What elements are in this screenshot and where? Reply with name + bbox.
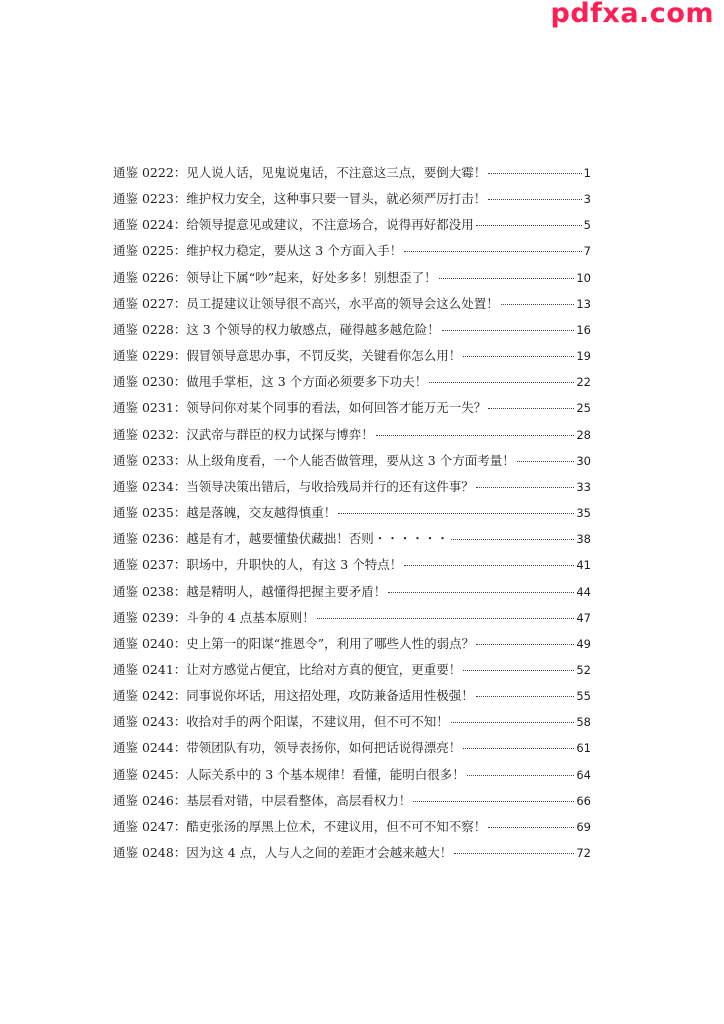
toc-entry-code: 通鉴 0228： — [113, 321, 187, 337]
toc-entry-title: 让对方感觉占便宜，比给对方真的便宜，更重要！ — [186, 661, 462, 677]
toc-entry-title: 基层看对错，中层看整体，高层看权力！ — [186, 792, 412, 808]
toc-entry-code: 通鉴 0233： — [113, 452, 187, 468]
toc-dot-leader — [439, 278, 575, 279]
toc-dot-leader — [501, 304, 575, 305]
toc-dot-leader — [476, 696, 575, 697]
toc-dot-leader — [451, 539, 575, 540]
toc-entry-title: 做甩手掌柜，这 3 个方面必须要多下功夫！ — [186, 374, 428, 390]
toc-entry-title: 收拾对手的两个阳谋，不建议用，但不可不知！ — [186, 714, 449, 730]
toc-dot-leader — [463, 670, 574, 671]
toc-entry-page-number: 72 — [576, 846, 591, 861]
toc-entry-page-number: 3 — [583, 192, 591, 207]
toc-entry-title: 因为这 4 点，人与人之间的差距才会越来越大！ — [186, 845, 453, 861]
toc-dot-leader — [517, 461, 575, 462]
toc-entry[interactable] — [113, 605, 591, 631]
toc-entry[interactable] — [113, 238, 591, 264]
toc-entry-title: 越是精明人，越懂得把握主要矛盾！ — [186, 583, 387, 599]
toc-entry-title: 汉武帝与群臣的权力试探与博弈！ — [186, 426, 374, 442]
toc-entry[interactable] — [113, 186, 591, 212]
toc-dot-leader — [488, 827, 574, 828]
toc-entry-page-number: 28 — [576, 427, 591, 442]
toc-entry[interactable] — [113, 448, 591, 474]
toc-entry-page-number: 61 — [576, 741, 591, 756]
toc-entry-page-number: 30 — [576, 453, 591, 468]
toc-entry-code: 通鉴 0231： — [113, 400, 187, 416]
toc-entry-code: 通鉴 0235： — [113, 505, 187, 521]
toc-entry[interactable] — [113, 814, 591, 840]
toc-entry[interactable] — [113, 579, 591, 605]
toc-entry-page-number: 19 — [576, 349, 591, 364]
toc-entry-code: 通鉴 0241： — [113, 661, 187, 677]
toc-entry-title: 越是落魄，交友越得慎重！ — [186, 505, 337, 521]
toc-entry-code: 通鉴 0242： — [113, 688, 187, 704]
toc-entry[interactable] — [113, 552, 591, 578]
toc-entry-page-number: 22 — [576, 375, 591, 390]
toc-entry-code: 通鉴 0232： — [113, 426, 187, 442]
toc-entry[interactable] — [113, 840, 591, 866]
toc-entry-code: 通鉴 0245： — [113, 766, 187, 782]
toc-entry-page-number: 13 — [576, 296, 591, 311]
toc-dot-leader — [476, 225, 582, 226]
toc-entry[interactable] — [113, 422, 591, 448]
toc-entry-page-number: 5 — [583, 218, 591, 233]
toc-entry[interactable] — [113, 317, 591, 343]
toc-entry-title: 从上级角度看，一个人能否做管理，要从这 3 个方面考量！ — [186, 452, 515, 468]
toc-entry[interactable] — [113, 160, 591, 186]
toc-entry-title: 当领导决策出错后，与收拾残局并行的还有这件事？ — [186, 478, 474, 494]
toc-entry-title: 维护权力稳定，要从这 3 个方面入手！ — [186, 243, 403, 259]
toc-dot-leader — [388, 592, 574, 593]
toc-entry-page-number: 52 — [576, 662, 591, 677]
toc-dot-leader — [488, 173, 581, 174]
toc-entry-code: 通鉴 0248： — [113, 845, 187, 861]
toc-dot-leader — [376, 435, 575, 436]
toc-entry-page-number: 58 — [576, 715, 591, 730]
toc-entry-title: 越是有才，越要懂蛰伏藏拙！否则・・・・・・ — [186, 531, 449, 547]
toc-entry-title: 酷吏张汤的厚黑上位术，不建议用，但不可不知不察！ — [186, 818, 487, 834]
toc-entry-page-number: 16 — [576, 322, 591, 337]
toc-entry[interactable] — [113, 474, 591, 500]
toc-entry-page-number: 49 — [576, 636, 591, 651]
toc-dot-leader — [442, 330, 575, 331]
toc-entry-page-number: 69 — [576, 819, 591, 834]
toc-entry-code: 通鉴 0222： — [113, 165, 187, 180]
toc-entry-page-number: 41 — [576, 558, 591, 573]
toc-entry-code: 通鉴 0243： — [113, 714, 187, 730]
toc-entry-code: 通鉴 0239： — [113, 609, 187, 625]
toc-entry-page-number: 66 — [576, 793, 591, 808]
toc-entry[interactable] — [113, 735, 591, 761]
toc-entry-title: 见人说人话，见鬼说鬼话，不注意这三点，要倒大霉！ — [186, 165, 487, 180]
toc-entry-page-number: 47 — [576, 610, 591, 625]
toc-dot-leader — [404, 565, 574, 566]
toc-dot-leader — [476, 487, 575, 488]
toc-dot-leader — [467, 775, 575, 776]
toc-entry-title: 史上第一的阳谋“推恩令”，利用了哪些人性的弱点？ — [186, 635, 475, 651]
toc-entry-title: 同事说你坏话，用这招处理，攻防兼备适用性极强！ — [186, 688, 474, 704]
toc-entry-code: 通鉴 0234： — [113, 478, 187, 494]
toc-entry-title: 领导让下属“吵”起来，好处多多！别想歪了！ — [186, 269, 437, 285]
toc-dot-leader — [488, 408, 574, 409]
toc-entry-title: 这 3 个领导的权力敏感点，碰得越多越危险！ — [186, 321, 440, 337]
toc-dot-leader — [454, 853, 574, 854]
toc-entry[interactable] — [113, 395, 591, 421]
toc-entry-title: 斗争的 4 点基本原则！ — [186, 609, 315, 625]
toc-entry[interactable] — [113, 291, 591, 317]
toc-entry-code: 通鉴 0229： — [113, 348, 187, 364]
toc-entry-code: 通鉴 0224： — [113, 217, 187, 233]
toc-entry-title: 带领团队有功，领导表扬你，如何把话说得漂亮！ — [186, 740, 462, 756]
toc-entry-code: 通鉴 0246： — [113, 792, 187, 808]
toc-entry-title: 人际关系中的 3 个基本规律！看懂，能明白很多！ — [186, 766, 465, 782]
toc-entry-page-number: 44 — [576, 584, 591, 599]
toc-entry[interactable] — [113, 265, 591, 291]
toc-dot-leader — [488, 199, 581, 200]
toc-entry-code: 通鉴 0240： — [113, 635, 187, 651]
toc-entry[interactable] — [113, 762, 591, 788]
toc-entry-title: 员工提建议让领导很不高兴，水平高的领导会这么处置！ — [186, 295, 499, 311]
toc-dot-leader — [429, 382, 574, 383]
toc-entry[interactable] — [113, 369, 591, 395]
toc-entry-title: 给领导提意见或建议，不注意场合，说得再好都没用 — [186, 217, 474, 233]
table-of-contents — [113, 160, 591, 866]
toc-entry-title: 职场中，升职快的人，有这 3 个特点！ — [186, 557, 403, 573]
toc-entry-code: 通鉴 0226： — [113, 269, 187, 285]
toc-dot-leader — [451, 722, 575, 723]
toc-entry[interactable] — [113, 683, 591, 709]
toc-entry[interactable] — [113, 212, 591, 238]
toc-entry-code: 通鉴 0223： — [113, 191, 187, 207]
toc-entry[interactable] — [113, 709, 591, 735]
toc-entry-code: 通鉴 0238： — [113, 583, 187, 599]
toc-entry[interactable] — [113, 500, 591, 526]
toc-entry-title: 领导问你对某个同事的看法，如何回答才能万无一失？ — [186, 400, 487, 416]
toc-entry[interactable] — [113, 631, 591, 657]
toc-entry-code: 通鉴 0247： — [113, 818, 187, 834]
toc-entry[interactable] — [113, 343, 591, 369]
toc-dot-leader — [317, 618, 575, 619]
toc-entry-page-number: 35 — [576, 506, 591, 521]
toc-dot-leader — [463, 748, 574, 749]
toc-entry-page-number: 64 — [576, 767, 591, 782]
toc-dot-leader — [413, 801, 574, 802]
toc-entry[interactable] — [113, 657, 591, 683]
toc-entry[interactable] — [113, 526, 591, 552]
toc-entry-title: 假冒领导意思办事，不罚反奖，关键看你怎么用！ — [186, 348, 462, 364]
toc-entry-page-number: 55 — [576, 689, 591, 704]
toc-entry-code: 通鉴 0244： — [113, 740, 187, 756]
toc-entry-page-number: 33 — [576, 479, 591, 494]
toc-entry-page-number: 7 — [583, 244, 591, 259]
toc-entry-page-number: 1 — [583, 166, 591, 180]
toc-entry-code: 通鉴 0236： — [113, 531, 187, 547]
toc-entry-page-number: 25 — [576, 401, 591, 416]
toc-entry-title: 维护权力安全，这种事只要一冒头，就必须严厉打击！ — [186, 191, 487, 207]
toc-entry-code: 通鉴 0237： — [113, 557, 187, 573]
toc-entry-page-number: 38 — [576, 532, 591, 547]
toc-dot-leader — [338, 513, 574, 514]
toc-dot-leader — [404, 251, 581, 252]
toc-dot-leader — [463, 356, 574, 357]
toc-entry[interactable] — [113, 788, 591, 814]
toc-entry-page-number: 10 — [576, 270, 591, 285]
toc-dot-leader — [476, 644, 574, 645]
toc-entry-code: 通鉴 0230： — [113, 374, 187, 390]
toc-entry-code: 通鉴 0225： — [113, 243, 187, 259]
toc-entry-code: 通鉴 0227： — [113, 295, 187, 311]
watermark-logo: pdfxa.com — [550, 0, 714, 29]
